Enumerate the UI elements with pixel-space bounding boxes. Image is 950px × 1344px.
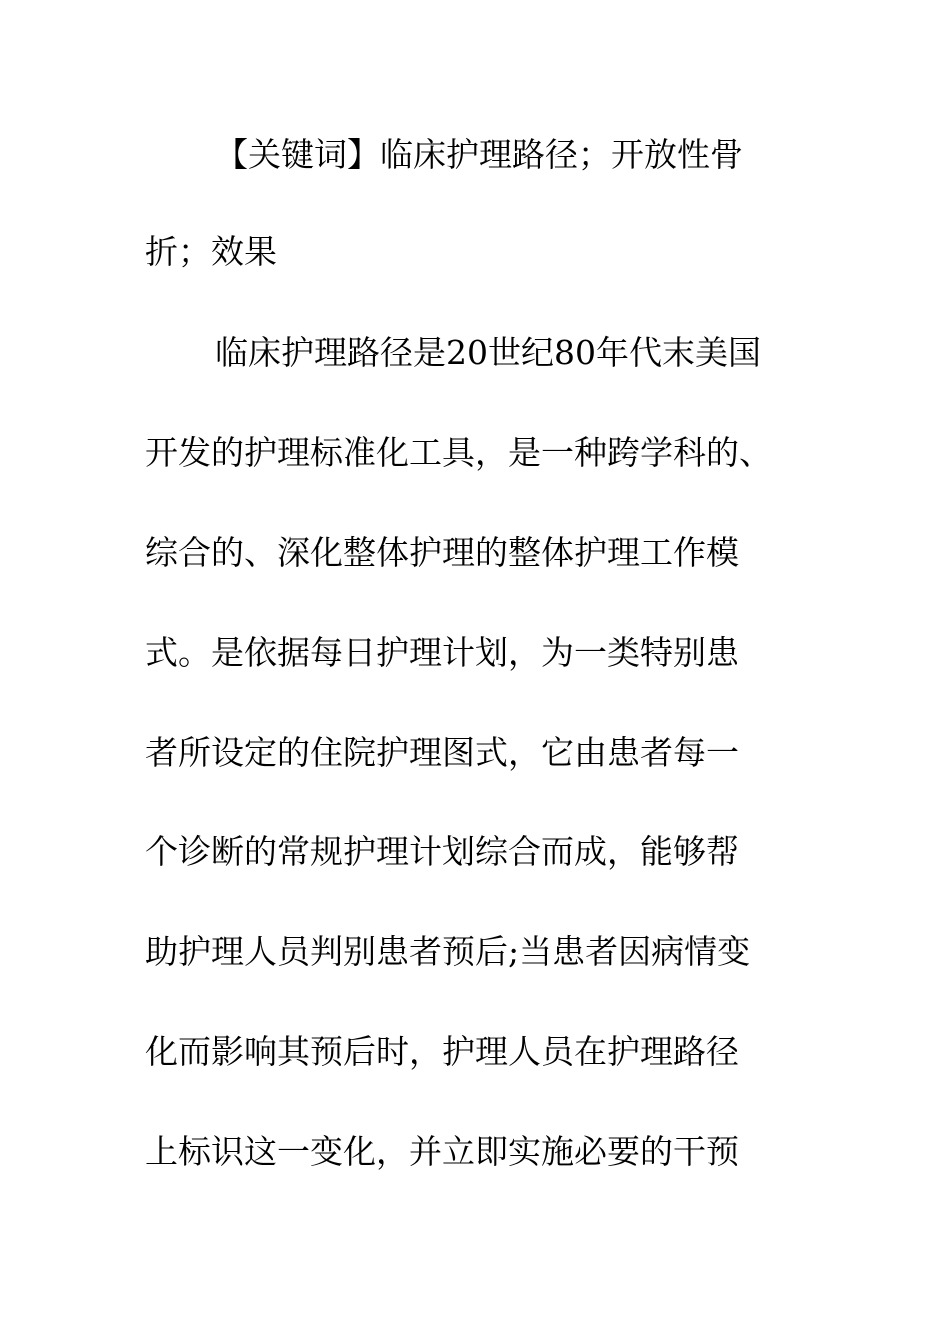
paragraph-line-7: 助护理人员判别患者预后;当患者因病情变 [145, 932, 751, 971]
paragraph-line-3: 综合的、深化整体护理的整体护理工作模 [145, 533, 739, 572]
keywords-line-1: 【关键词】临床护理路径；开放性骨 [215, 135, 743, 174]
paragraph-line-1: 临床护理路径是20世纪80年代末美国 [215, 333, 761, 372]
paragraph-line-5: 者所设定的住院护理图式，它由患者每一 [145, 733, 739, 772]
paragraph-line-4: 式。是依据每日护理计划，为一类特别患 [145, 633, 739, 672]
paragraph-line-8: 化而影响其预后时，护理人员在护理路径 [145, 1032, 739, 1071]
keywords-line-2: 折；效果 [145, 232, 277, 271]
paragraph-line-9: 上标识这一变化，并立即实施必要的干预 [145, 1132, 739, 1171]
paragraph-line-2: 开发的护理标准化工具，是一种跨学科的、 [145, 433, 772, 472]
paragraph-line-6: 个诊断的常规护理计划综合而成，能够帮 [145, 832, 739, 871]
